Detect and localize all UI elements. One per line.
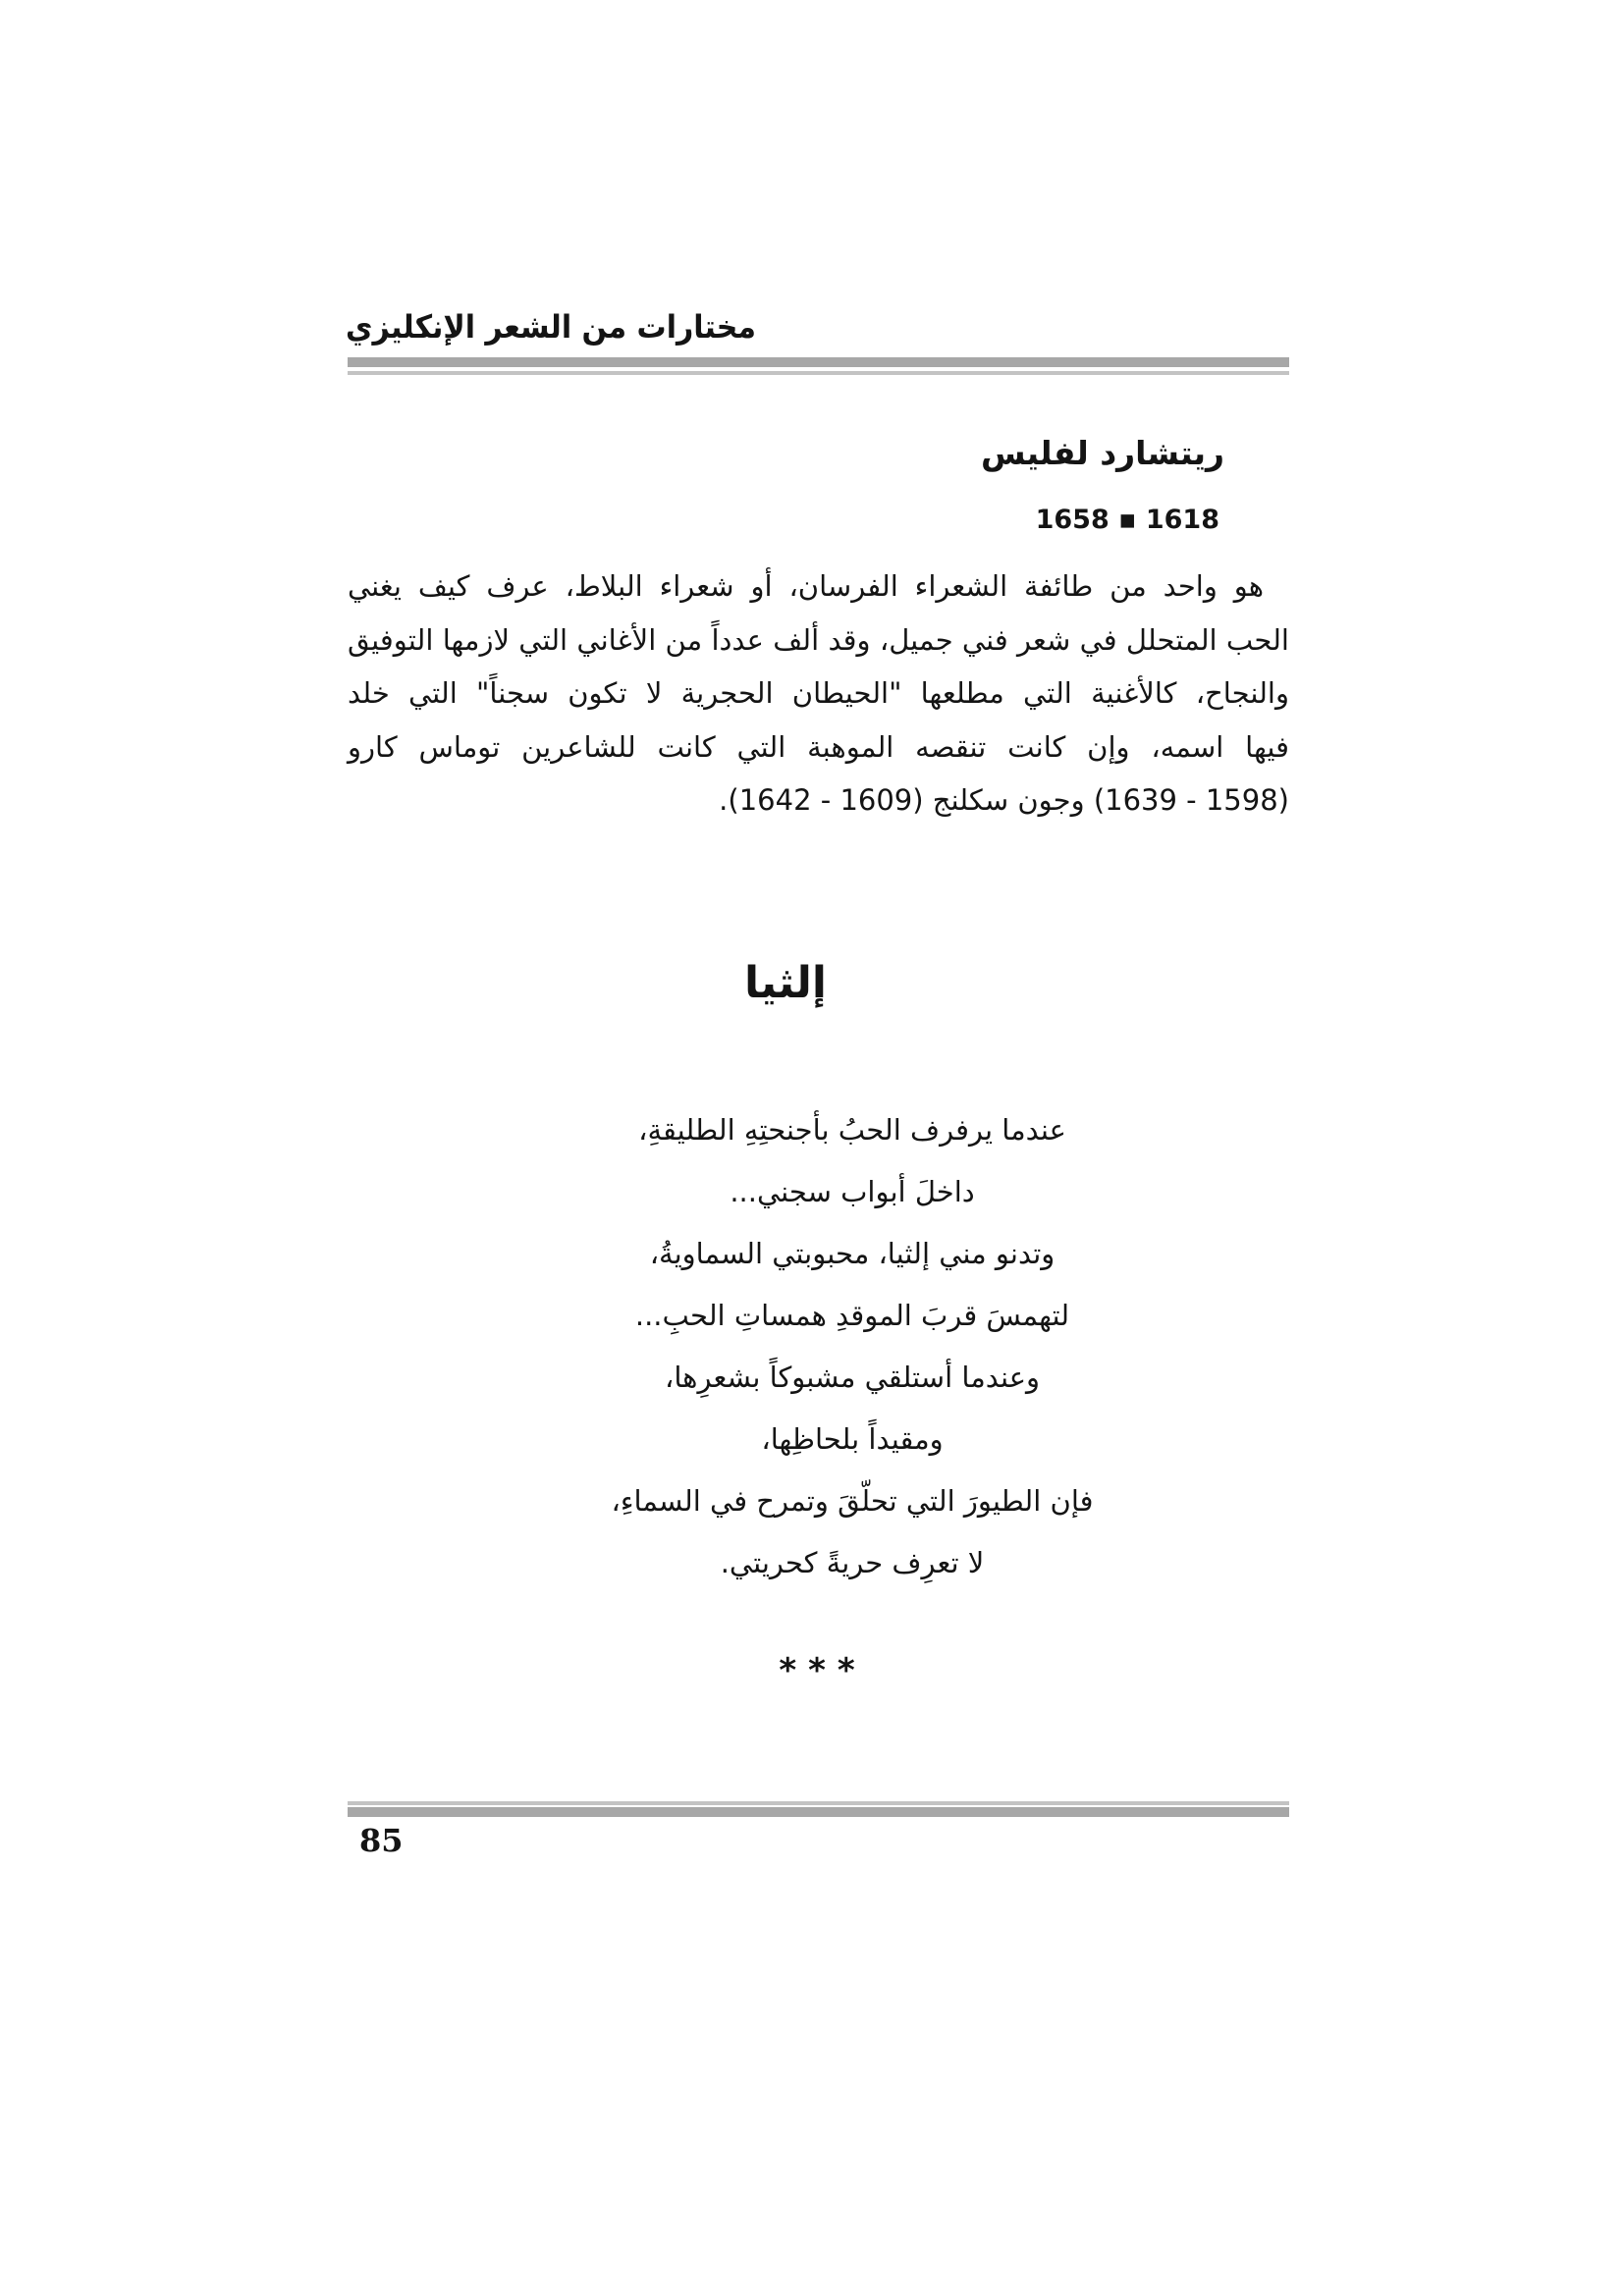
poem-line: ومقيداً بلحاظِها، bbox=[761, 1422, 944, 1456]
bio-line: والنجاح، كالأغنية التي مطلعها "الحيطان الحجرية لا تكون سجناً" التي خلد bbox=[348, 676, 1289, 710]
poem-line: وتدنو مني إلثيا، محبوبتي السماويةُ، bbox=[649, 1237, 1056, 1270]
poem-line: لتهمسَ قربَ الموقدِ همساتِ الحبِ... bbox=[634, 1299, 1070, 1332]
author-years: 1618 ▪ 1658 bbox=[1035, 505, 1219, 535]
poem-line: فإن الطيورَ التي تحلّقَ وتمرح في السماءِ، bbox=[611, 1484, 1094, 1518]
poem-body bbox=[553, 1099, 1152, 1594]
bio-line: هو واحد من طائفة الشعراء الفرسان، أو شعراء البلاط، عرف كيف يغني bbox=[348, 569, 1264, 603]
bio-line: الحب المتحلل في شعر فني جميل، وقد ألف عدداً من الأغاني التي لازمها التوفيق bbox=[348, 622, 1289, 657]
running-head-book-title: مختارات من الشعر الإنكليزي bbox=[346, 308, 756, 347]
header-rule-thin bbox=[348, 371, 1289, 375]
author-name: ريتشارد لفليس bbox=[981, 434, 1224, 472]
bio-line: (1598 - 1639) وجون سكلنج (1609 - 1642). bbox=[719, 783, 1289, 817]
poem-line: داخلَ أبواب سجني... bbox=[730, 1175, 975, 1208]
poem-title: إلثيا bbox=[743, 958, 828, 1008]
bio-line: فيها اسمه، وإن كانت تنقصه الموهبة التي كانت للشاعرين توماس كارو bbox=[348, 729, 1289, 764]
poem-line: وعندما أستلقي مشبوكاً بشعرِها، bbox=[664, 1361, 1041, 1394]
poem-line: لا تعرِف حريةً كحريتي. bbox=[720, 1546, 985, 1579]
header-rule-thick bbox=[348, 357, 1289, 367]
footer-rule-thin bbox=[348, 1801, 1289, 1805]
footer-rule-thick bbox=[348, 1807, 1289, 1817]
page-number: 85 bbox=[359, 1822, 404, 1859]
section-separator-asterisks: *** bbox=[779, 1651, 867, 1690]
author-bio-paragraph bbox=[348, 560, 1289, 828]
poem-line: عندما يرفرف الحبُ بأجنحتِهِ الطليقةِ، bbox=[638, 1113, 1066, 1147]
